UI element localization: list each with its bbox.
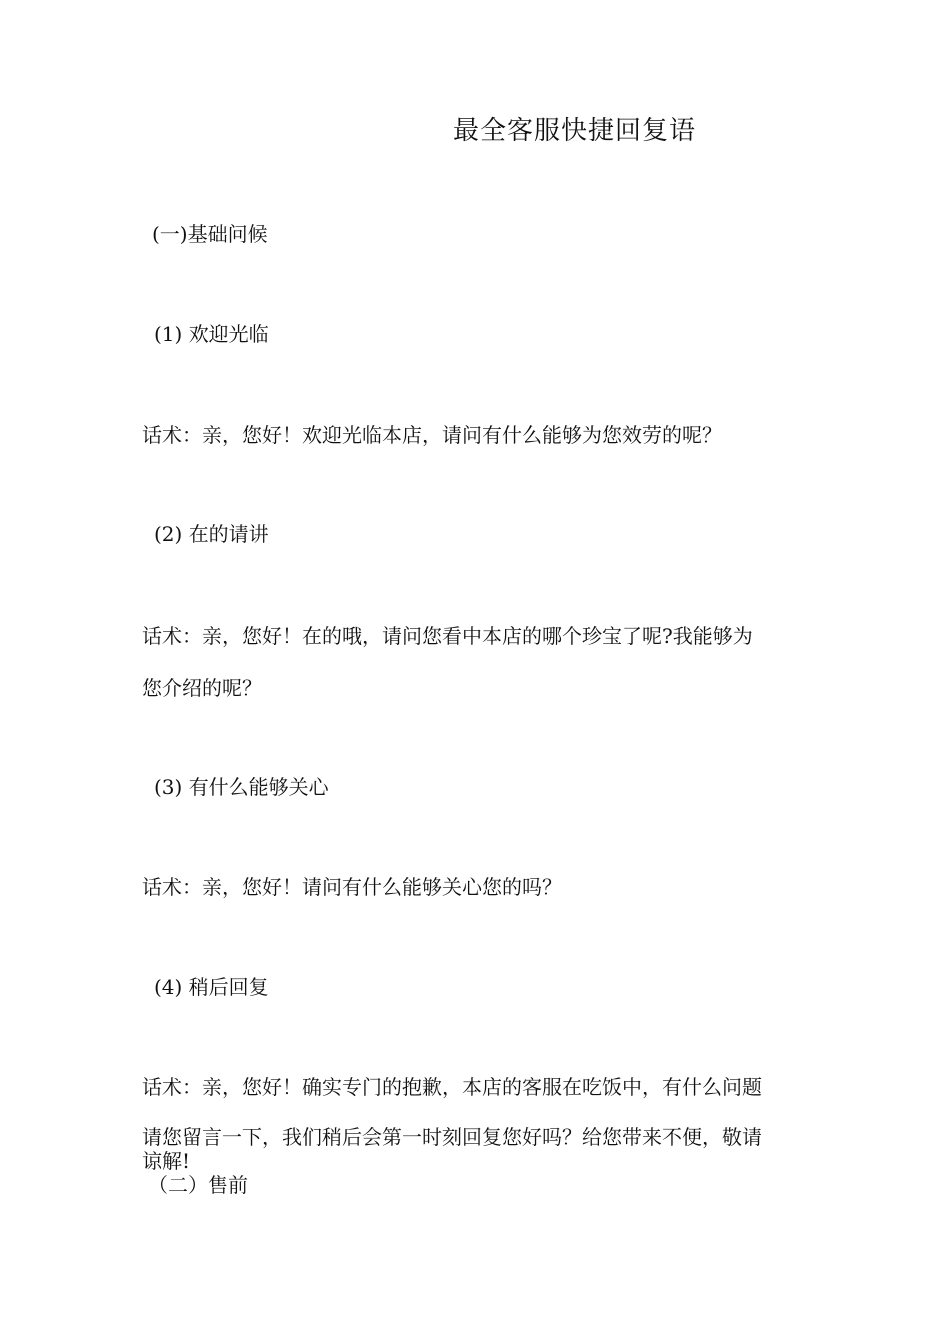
script-line-reply-later-1: 话术：亲，您好！确实专门的抱歉，本店的客服在吃饭中，有什么问题 xyxy=(142,1075,762,1099)
script-line-welcome: 话术：亲，您好！欢迎光临本店，请问有什么能够为您效劳的呢？ xyxy=(142,423,722,447)
script-line-please-speak-2: 您介绍的呢？ xyxy=(142,676,262,700)
section-heading-basic-greetings: (一)基础问候 xyxy=(152,222,268,246)
script-line-please-speak-1: 话术：亲，您好！在的哦，请问您看中本店的哪个珍宝了呢?我能够为 xyxy=(142,624,753,648)
item-heading-reply-later: (4) 稍后回复 xyxy=(154,975,269,999)
item-heading-welcome: (1) 欢迎光临 xyxy=(154,322,269,346)
script-line-reply-later-3: 谅解! xyxy=(142,1149,191,1173)
script-line-reply-later-2: 请您留言一下，我们稍后会第一时刻回复您好吗？给您带来不便，敬请 xyxy=(142,1125,762,1149)
document-title: 最全客服快捷回复语 xyxy=(453,116,697,146)
item-heading-how-can-help: (3) 有什么能够关心 xyxy=(154,775,329,799)
section-heading-pre-sales: （二）售前 xyxy=(148,1173,248,1197)
item-heading-please-speak: (2) 在的请讲 xyxy=(154,522,269,546)
script-line-how-can-help: 话术：亲，您好！请问有什么能够关心您的吗？ xyxy=(142,875,562,899)
